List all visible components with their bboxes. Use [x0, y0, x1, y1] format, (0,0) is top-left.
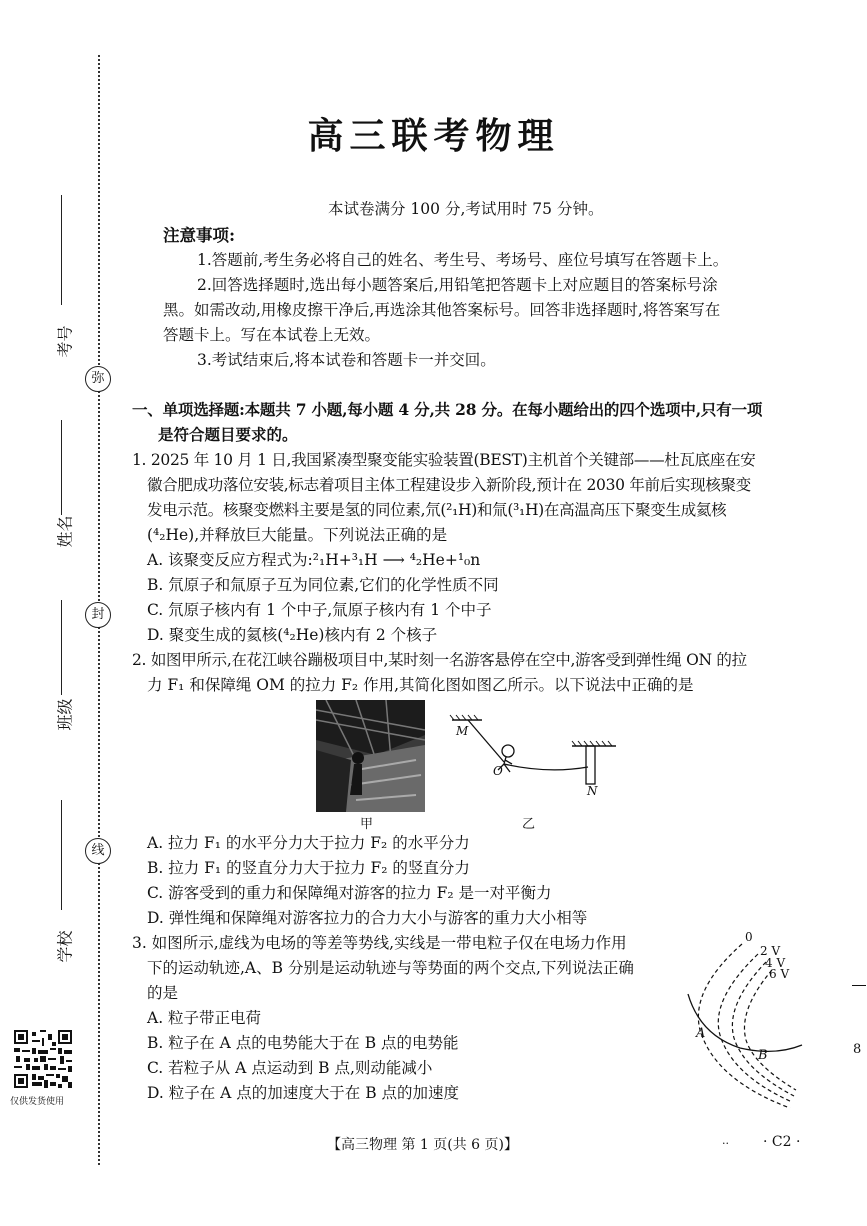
fig-yi-label: 乙: [522, 817, 536, 832]
point-o-label: O: [493, 764, 503, 778]
q2-stem: 力 F₁ 和保障绳 OM 的拉力 F₂ 作用,其简化图如图乙所示。以下说法中正确的是: [147, 676, 694, 694]
q2-option-b: B. 拉力 F₁ 的竖直分力大于拉力 F₂ 的竖直分力: [147, 859, 470, 877]
q1-stem: (⁴₂He),并释放巨大能量。下列说法正确的是: [147, 526, 448, 544]
point-a-label: A: [696, 1026, 706, 1041]
note-line: 1.答题前,考生务必将自己的姓名、考生号、考场号、座位号填写在答题卡上。: [197, 251, 729, 269]
edge-fragment: 8: [853, 1042, 862, 1057]
seal-xian: 线: [85, 838, 111, 864]
footer-code: · C2 ·: [763, 1134, 801, 1150]
name-label: 姓名: [55, 515, 75, 548]
class-rule: [61, 600, 62, 695]
q3-stem: 3. 如图所示,虚线为电场的等差等势线,实线是一带电粒子仅在电场力作用: [132, 934, 627, 952]
q2-option-a: A. 拉力 F₁ 的水平分力大于拉力 F₂ 的水平分力: [147, 834, 470, 852]
q2-option-d: D. 弹性绳和保障绳对游客拉力的合力大小与游客的重力大小相等: [147, 909, 588, 927]
exam-number-label: 考号: [55, 325, 75, 358]
point-m-label: M: [456, 724, 469, 738]
edge-mark: [852, 985, 866, 986]
notes-heading: 注意事项:: [163, 226, 236, 245]
q3-option-a: A. 粒子带正电荷: [147, 1009, 262, 1027]
q2-option-c: C. 游客受到的重力和保障绳对游客的拉力 F₂ 是一对平衡力: [147, 884, 552, 902]
class-label: 班级: [55, 698, 75, 731]
exam-number-rule: [61, 195, 62, 305]
potential-4v-label: 4 V: [765, 956, 786, 970]
note-line: 答题卡上。写在本试卷上无效。: [163, 326, 381, 344]
intro-text: 本试卷满分 100 分,考试用时 75 分钟。: [328, 200, 604, 218]
qr-code-image: [14, 1030, 72, 1088]
section-heading-cont: 是符合题目要求的。: [158, 425, 298, 444]
school-rule: [61, 800, 62, 910]
name-rule: [61, 420, 62, 515]
q3-stem: 的是: [147, 984, 179, 1002]
q3-option-b: B. 粒子在 A 点的电势能大于在 B 点的电势能: [147, 1034, 459, 1052]
seal-feng: 封: [85, 602, 111, 628]
q1-option-a: A. 该聚变反应方程式为:²₁H+³₁H ⟶ ⁴₂He+¹₀n: [147, 551, 481, 569]
section-heading: 一、单项选择题:本题共 7 小题,每小题 4 分,共 28 分。在每小题给出的四个选项中,只有一项: [132, 400, 763, 419]
seal-mi: 弥: [85, 366, 111, 392]
note-line: 3.考试结束后,将本试卷和答题卡一并交回。: [197, 351, 496, 369]
q1-option-d: D. 聚变生成的氦核(⁴₂He)核内有 2 个核子: [147, 626, 438, 644]
q3-option-d: D. 粒子在 A 点的加速度大于在 B 点的加速度: [147, 1084, 460, 1102]
q1-stem: 1. 2025 年 10 月 1 日,我国紧凑型聚变能实验装置(BEST)主机首个关键部——杜瓦底座在安: [132, 451, 756, 469]
point-n-label: N: [587, 784, 598, 798]
page-title: 高三联考物理: [307, 116, 560, 157]
point-b-label: B: [758, 1048, 768, 1063]
page-footer: 【高三物理 第 1 页(共 6 页)】: [327, 1137, 518, 1153]
q3-stem: 下的运动轨迹,A、B 分别是运动轨迹与等势面的两个交点,下列说法正确: [147, 959, 634, 977]
bungee-photo: [316, 700, 425, 812]
q2-stem: 2. 如图甲所示,在花江峡谷蹦极项目中,某时刻一名游客悬停在空中,游客受到弹性绳 ON 的拉: [132, 651, 747, 669]
qr-caption: 仅供发货使用: [10, 1097, 65, 1107]
q3-option-c: C. 若粒子从 A 点运动到 B 点,则动能减小: [147, 1059, 433, 1077]
q1-stem: 徽合肥成功落位安装,标志着项目主体工程建设步入新阶段,预计在 2030 年前后实现核聚变: [147, 476, 751, 494]
potential-0-label: 0: [745, 930, 753, 944]
school-label: 学校: [55, 930, 75, 963]
fig-jia-label: 甲: [360, 817, 374, 832]
potential-2v-label: 2 V: [760, 944, 781, 958]
q1-option-b: B. 氘原子和氚原子互为同位素,它们的化学性质不同: [147, 576, 499, 594]
footer-dots: ..: [722, 1134, 729, 1147]
q1-stem: 发电示范。核聚变燃料主要是氢的同位素,氘(²₁H)和氚(³₁H)在高温高压下聚变生成氦核: [147, 501, 727, 519]
q1-option-c: C. 氘原子核内有 1 个中子,氚原子核内有 1 个中子: [147, 601, 492, 619]
note-line: 2.回答选择题时,选出每小题答案后,用铅笔把答题卡上对应题目的答案标号涂: [197, 276, 718, 294]
equipotential-diagram: [670, 930, 810, 1115]
potential-6v-label: 6 V: [769, 967, 790, 981]
note-line: 黑。如需改动,用橡皮擦干净后,再选涂其他答案标号。回答非选择题时,将答案写在: [163, 301, 721, 319]
